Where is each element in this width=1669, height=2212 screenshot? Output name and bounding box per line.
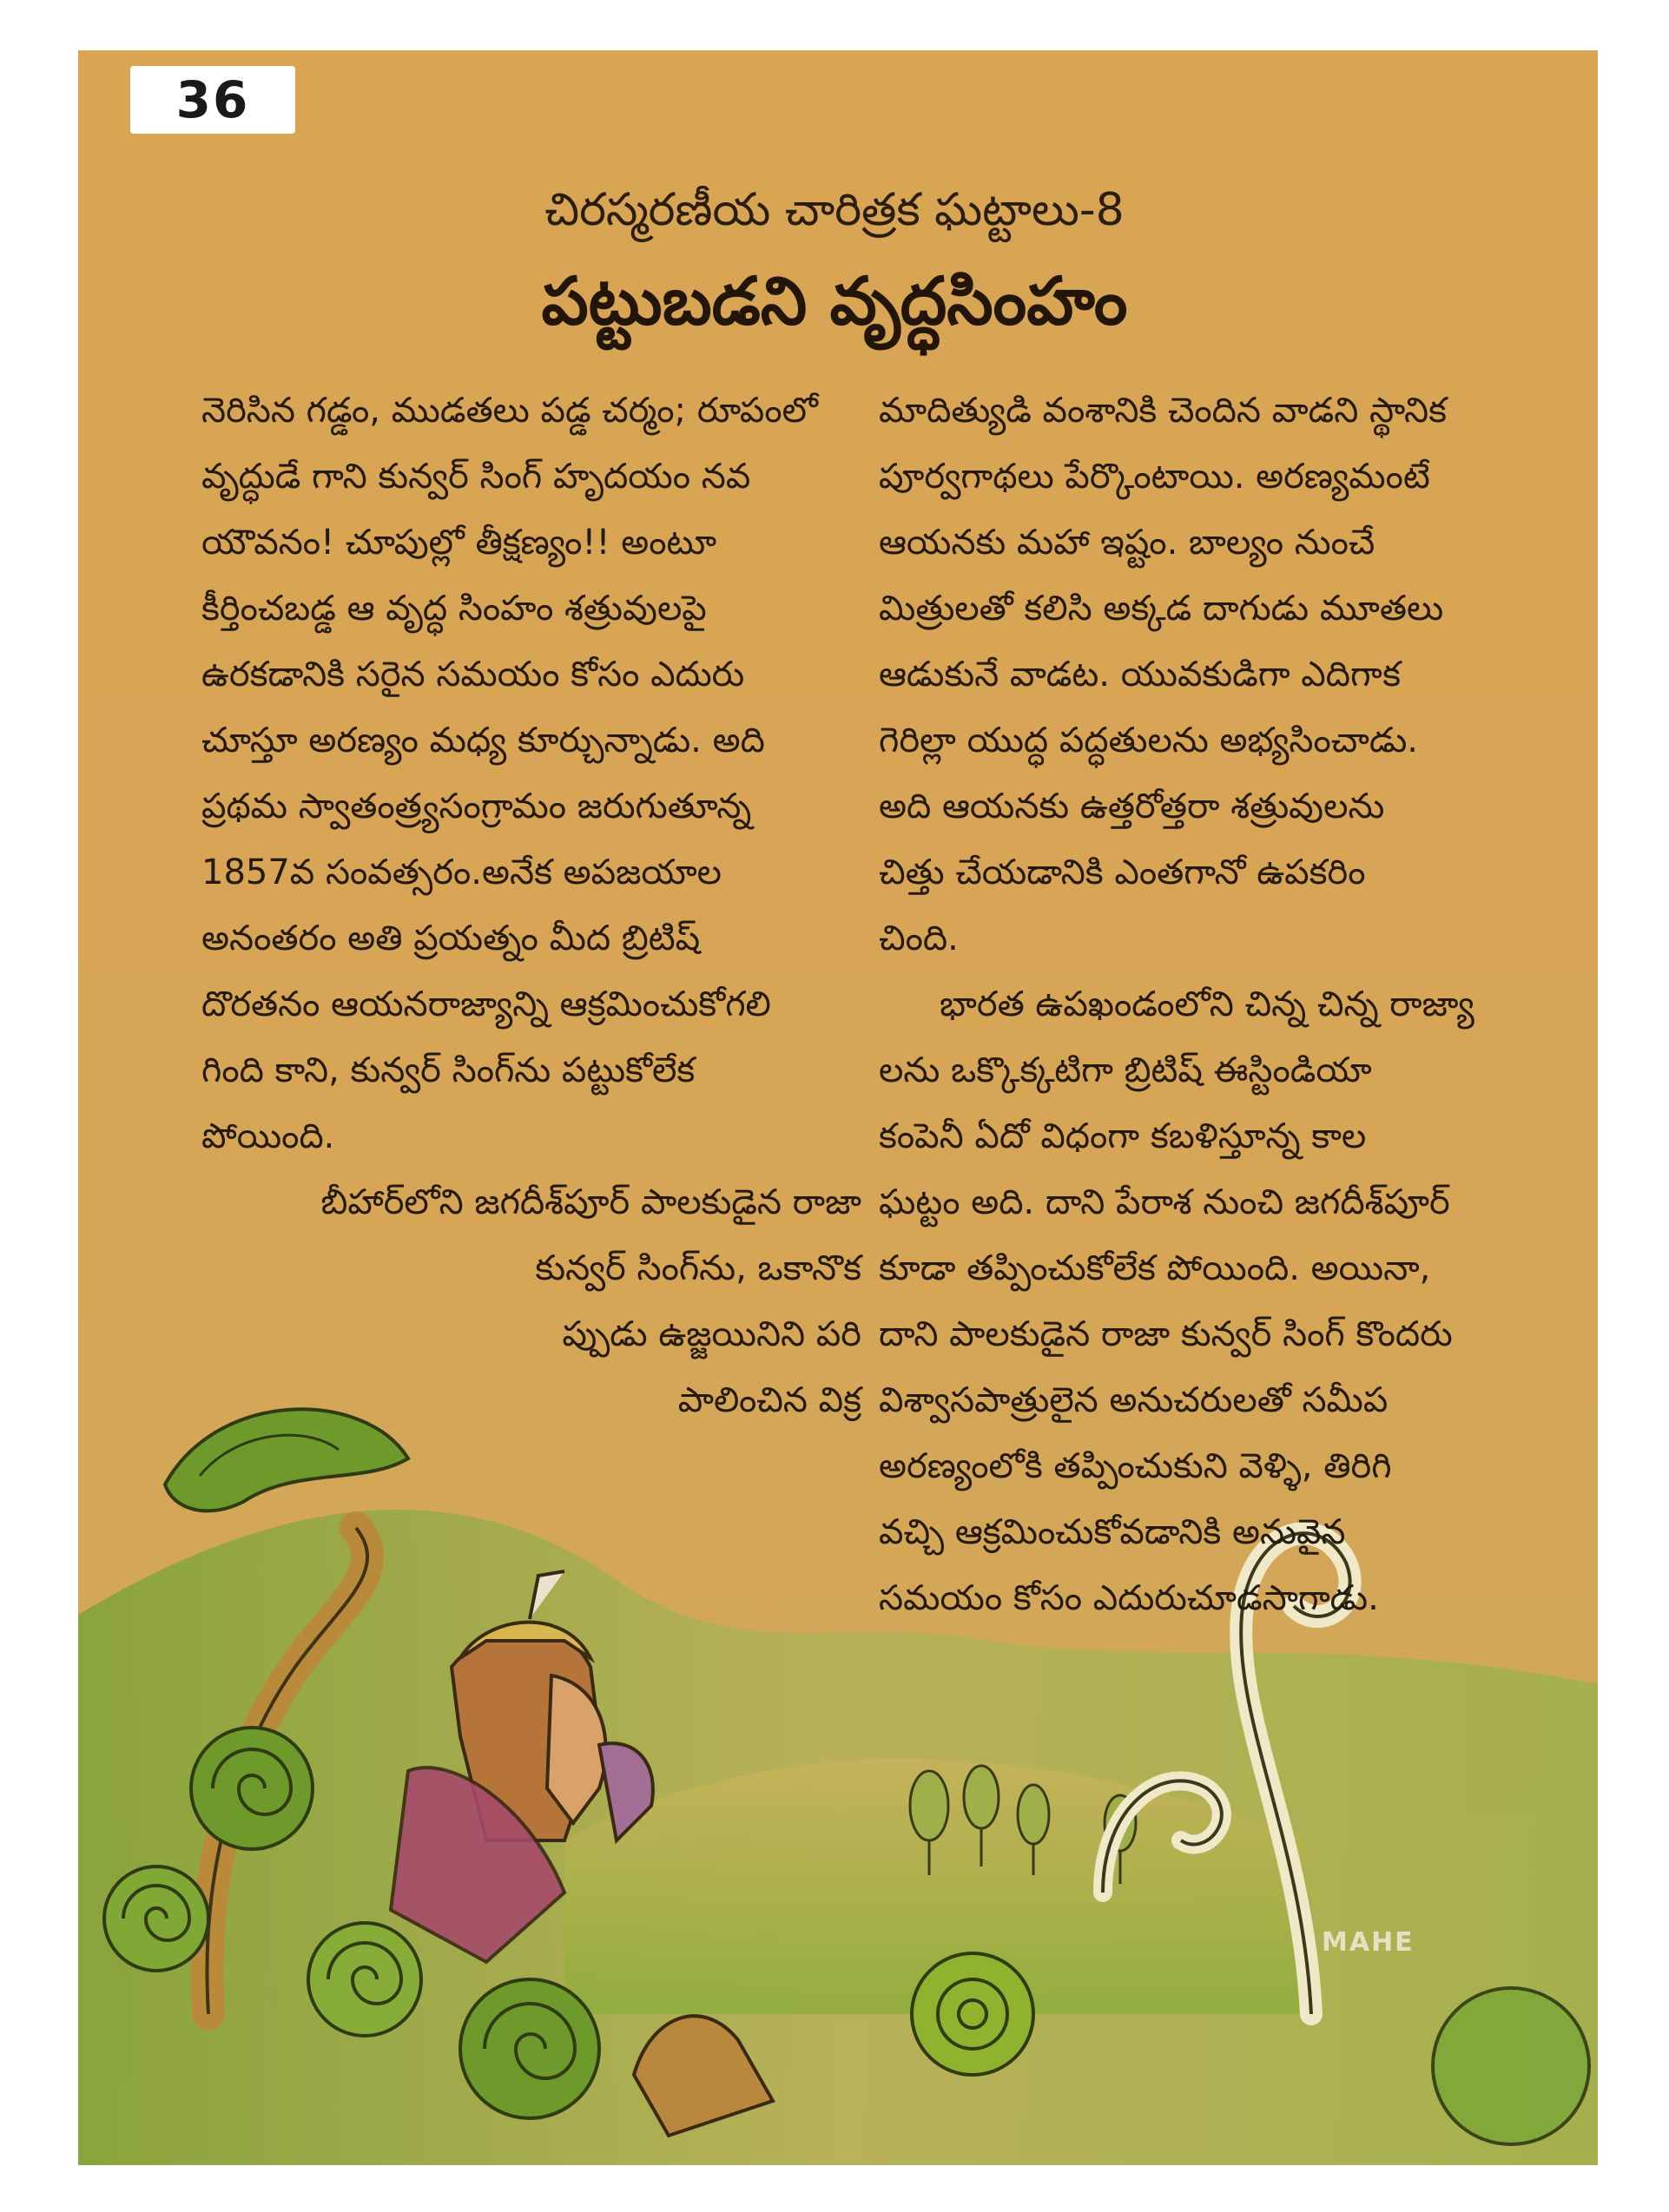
artist-signature: MAHE [1322, 1927, 1415, 1958]
paragraph-line: మాదిత్యుడి వంశానికి చెందిన వాడని స్థానిక [879, 391, 1447, 431]
paragraph-line: ఆడుకునే వాడట. యువకుడిగా ఎదిగాక [879, 655, 1401, 695]
paragraph-line: ఉరకడానికి సరైన సమయం కోసం ఎదురు [201, 655, 745, 695]
right-column [879, 378, 1539, 1631]
paragraph-line: సమయం కోసం ఎదురుచూడసాగాడు. [879, 1578, 1379, 1618]
paragraph-line: 1857వ సంవత్సరం.అనేక అపజయాల [201, 853, 722, 892]
paragraph-line: కున్వర్ సింగ్‌ను, ఒకానొక [535, 1248, 861, 1288]
series-title: చిరస్మరణీయ చారిత్రక ఘట్టాలు-8 [544, 184, 1125, 236]
paragraph-line: చూస్తూ అరణ్యం మధ్య కూర్చున్నాడు. అది [201, 721, 765, 760]
paragraph-line: చింది. [879, 918, 959, 958]
paragraph-line: గెరిల్లా యుద్ధ పద్ధతులను అభ్యసించాడు. [879, 721, 1419, 760]
paragraph-line: అనంతరం అతి ప్రయత్నం మీద బ్రిటిష్ [201, 918, 701, 958]
paragraph-line: ప్పుడు ఉజ్జయినిని పరి [562, 1314, 861, 1354]
paragraph-line: పోయింది. [201, 1116, 335, 1156]
page-title: పట్టుబడని వృద్ధసింహం [541, 262, 1128, 339]
paragraph-line: వృద్ధుడే గాని కున్వర్ సింగ్ హృదయం నవ [201, 457, 751, 497]
paragraph-line: పూర్వగాథలు పేర్కొంటాయి. అరణ్యమంటే [879, 457, 1430, 497]
paragraph-line: విశ్వాసపాత్రులైన అనుచరులతో సమీప [879, 1380, 1389, 1420]
page-number: 36 [130, 66, 295, 134]
paragraph-line: మిత్రులతో కలిసి అక్కడ దాగుడు మూతలు [879, 589, 1444, 629]
paragraph-line: వచ్చి ఆక్రమించుకోవడానికి అనువైన [879, 1512, 1346, 1552]
paragraph-line: దాని పాలకుడైన రాజా కున్వర్ సింగ్ కొందరు [879, 1314, 1453, 1354]
paragraph-line: కీర్తించబడ్డ ఆ వృద్ధ సింహం శత్రువులపై [201, 589, 707, 629]
paragraph-line: ఘట్టం అది. దాని పేరాశ నుంచి జగదీశ్‌పూర్ [879, 1182, 1450, 1222]
paragraph-line: కంపెనీ ఏదో విధంగా కబళిస్తూన్న కాల [879, 1116, 1367, 1156]
paragraph-line: అది ఆయనకు ఉత్తరోత్తరా శత్రువులను [879, 787, 1385, 826]
paragraph-line: ప్రథమ స్వాతంత్ర్యసంగ్రామం జరుగుతూన్న [201, 787, 752, 826]
paragraph-line: భారత ఉపఖండంలోని చిన్న చిన్న రాజ్యా [940, 984, 1474, 1024]
paragraph-line: చిత్తు చేయడానికి ఎంతగానో ఉపకరిం [879, 853, 1366, 892]
paragraph-line: బీహార్‌లోని జగదీశ్‌పూర్ పాలకుడైన రాజా [320, 1182, 861, 1222]
paragraph-line: లను ఒక్కొక్కటిగా బ్రిటిష్ ఈస్టిండియా [879, 1050, 1372, 1090]
paragraph-line: ఆయనకు మహా ఇష్టం. బాల్యం నుంచే [879, 523, 1375, 563]
paragraph-line: కూడా తప్పించుకోలేక పోయింది. అయినా, [879, 1248, 1431, 1288]
left-column [201, 378, 861, 1433]
paragraph-line: గింది కాని, కున్వర్ సింగ్‌ను పట్టుకోలేక [201, 1050, 696, 1090]
paragraph-line: అరణ్యంలోకి తప్పించుకుని వెళ్ళి, తిరిగి [879, 1446, 1392, 1486]
paragraph-line: దొరతనం ఆయనరాజ్యాన్ని ఆక్రమించుకోగలి [201, 984, 771, 1024]
paragraph-line: నెరిసిన గడ్డం, ముడతలు పడ్డ చర్మం; రూపంలో [201, 391, 818, 431]
paragraph-line: యౌవనం! చూపుల్లో తీక్షణ్యం!! అంటూ [201, 523, 717, 563]
paragraph-line: పాలించిన విక్ర [677, 1380, 861, 1420]
